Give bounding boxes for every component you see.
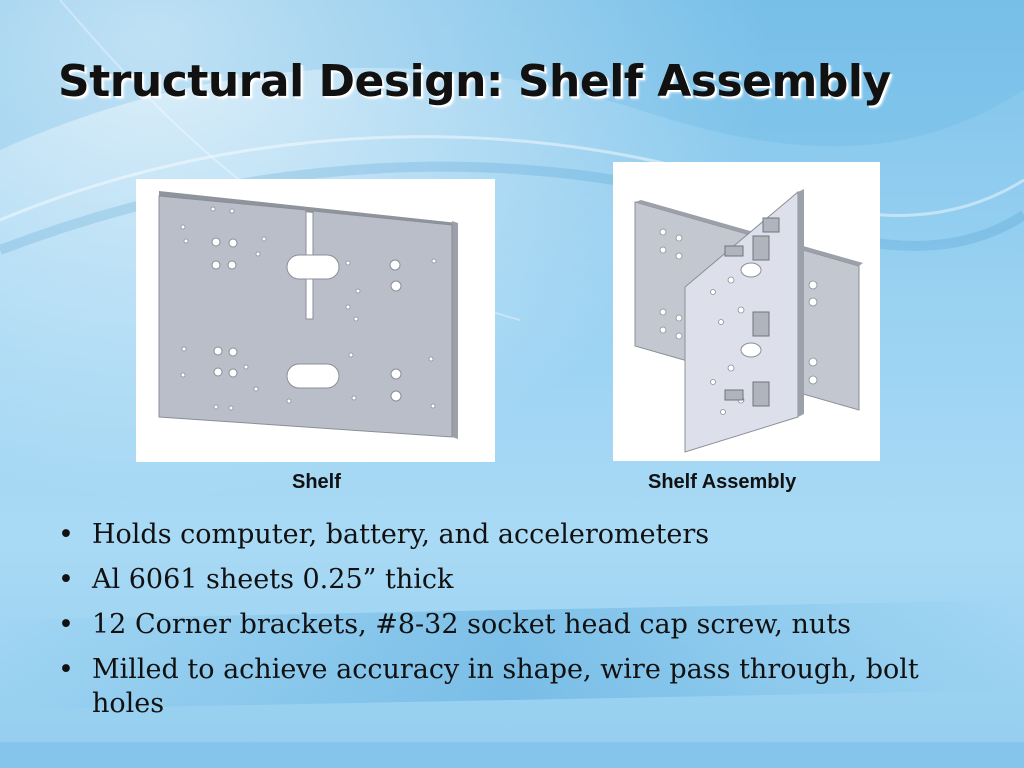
bullet-item	[58, 518, 958, 552]
bullet-list	[58, 518, 958, 721]
bullet-marker: •	[58, 609, 74, 640]
shelf-caption: Shelf	[292, 471, 341, 493]
bullet-text: Holds computer, battery, and accelerometers	[92, 519, 710, 550]
bullet-text: Milled to achieve accuracy in shape, wire pass through, bolt holes	[92, 654, 919, 719]
page-title: Structural Design: Shelf Assembly	[58, 56, 891, 107]
bullet-marker: •	[58, 519, 74, 550]
bullet-marker: •	[58, 654, 74, 685]
shelf-assembly-caption: Shelf Assembly	[648, 471, 797, 493]
bullet-item	[58, 653, 958, 721]
bullet-text: Al 6061 sheets 0.25” thick	[92, 564, 454, 595]
bullet-item	[58, 563, 958, 597]
bullet-text: 12 Corner brackets, #8-32 socket head cap screw, nuts	[92, 609, 851, 640]
shelf-assembly-image	[613, 162, 880, 461]
shelf-image	[136, 179, 495, 462]
bullet-item	[58, 608, 958, 642]
bullet-marker: •	[58, 564, 74, 595]
